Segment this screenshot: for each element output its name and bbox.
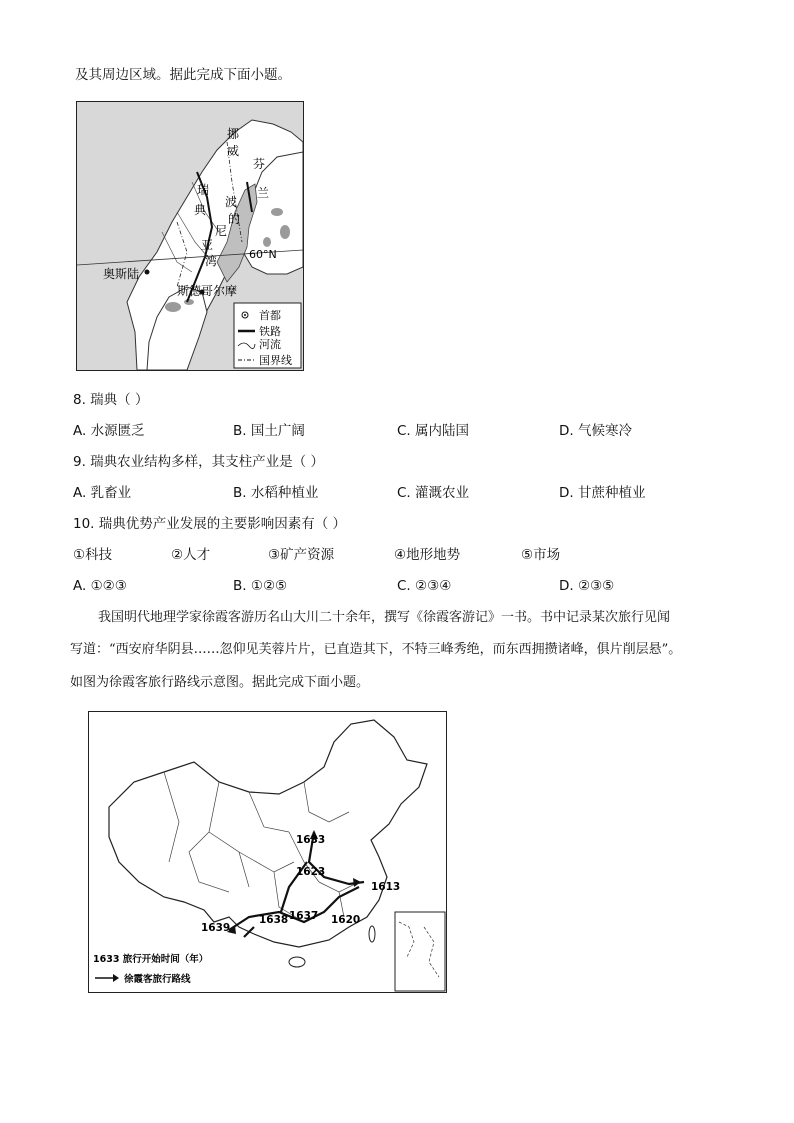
year-1613: 1613 [371,881,401,893]
label-bothnia-3: 尼 [215,224,228,238]
label-finland-2: 兰 [257,186,270,200]
question-8-option-c[interactable]: C. 属内陆国 [397,423,470,439]
question-10-factor-5: ⑤市场 [521,547,561,563]
legend-capital: 首都 [259,309,281,322]
passage-line-1: 我国明代地理学家徐霞客游历名山大川二十余年，撰写《徐霞客游记》一书。书中记录某次旅行见闻 [98,610,671,625]
hainan-island [289,957,305,967]
question-10-option-d[interactable]: D. ②③⑤ [559,578,615,594]
intro-line: 及其周边区域。据此完成下面小题。 [75,67,291,83]
map1-legend [234,303,301,368]
question-9-option-a[interactable]: A. 乳畜业 [73,485,132,501]
year-1620: 1620 [331,914,361,926]
lake-malaren [184,299,194,305]
question-8-option-b[interactable]: B. 国土广阔 [233,423,305,439]
lake-finland-3 [263,237,271,247]
question-9-option-d[interactable]: D. 甘蔗种植业 [559,485,646,501]
passage-line-3: 如图为徐霞客旅行路线示意图。据此完成下面小题。 [70,675,370,690]
legend-time-label: 1633 旅行开始时间（年） [93,954,209,965]
taiwan-island [369,926,375,942]
legend-railway: 铁路 [259,325,281,338]
label-norway-2: 威 [227,144,240,158]
year-1637: 1637 [289,910,319,922]
question-9-option-c[interactable]: C. 灌溉农业 [397,485,470,501]
capital-oslo-dot [145,270,150,275]
legend-border: 国界线 [259,354,292,367]
question-10-stem: 10. 瑞典优势产业发展的主要影响因素有（ ） [73,516,347,532]
china-route-map-svg [89,712,446,992]
label-oslo: 奥斯陆 [103,267,140,281]
label-sweden-2: 典 [194,203,207,217]
question-8-stem: 8. 瑞典（ ） [73,392,149,408]
lake-finland-1 [271,208,283,216]
label-norway-1: 挪 [227,127,240,141]
question-10-factor-3: ③矿产资源 [268,547,335,563]
label-bothnia-4: 亚 [201,238,214,252]
question-10-option-b[interactable]: B. ①②⑤ [233,578,288,594]
label-bothnia-5: 湾 [205,254,218,268]
lake-finland-2 [280,225,290,239]
legend-route-label: 徐霞客旅行路线 [124,974,191,985]
passage-line-2: 写道：“西安府华阴县……忽仰见芙蓉片片，已直造其下，不特三峰秀绝，而东西拥攒诸峰，俱片削层悬”。 [70,642,682,657]
label-finland-1: 芬 [253,157,266,171]
year-1633: 1633 [296,834,326,846]
label-bothnia-1: 波 [225,195,238,209]
lake-vanern [165,302,181,312]
question-8-option-d[interactable]: D. 气候寒冷 [559,423,632,439]
south-china-sea-inset [395,912,445,991]
question-9-option-b[interactable]: B. 水稻种植业 [233,485,319,501]
year-1638: 1638 [259,914,289,926]
question-8-option-a[interactable]: A. 水源匮乏 [73,423,145,439]
scandinavia-map-svg [77,102,303,370]
label-bothnia-2: 的 [228,212,241,226]
question-10-factor-1: ①科技 [73,547,113,563]
question-9-stem: 9. 瑞典农业结构多样，其支柱产业是（ ） [73,454,324,470]
china-route-map [88,711,447,993]
year-1639: 1639 [201,922,231,934]
label-sweden-1: 瑞 [197,183,210,197]
label-stockholm: 斯德哥尔摩 [177,284,238,298]
question-10-option-a[interactable]: A. ①②③ [73,578,127,594]
year-1623: 1623 [296,866,326,878]
question-10-factor-4: ④地形地势 [394,547,461,563]
question-10-option-c[interactable]: C. ②③④ [397,578,452,594]
scandinavia-map [76,101,304,371]
question-10-factor-2: ②人才 [171,547,211,563]
label-latitude: 60°N [249,248,277,261]
legend-river: 河流 [259,338,281,351]
